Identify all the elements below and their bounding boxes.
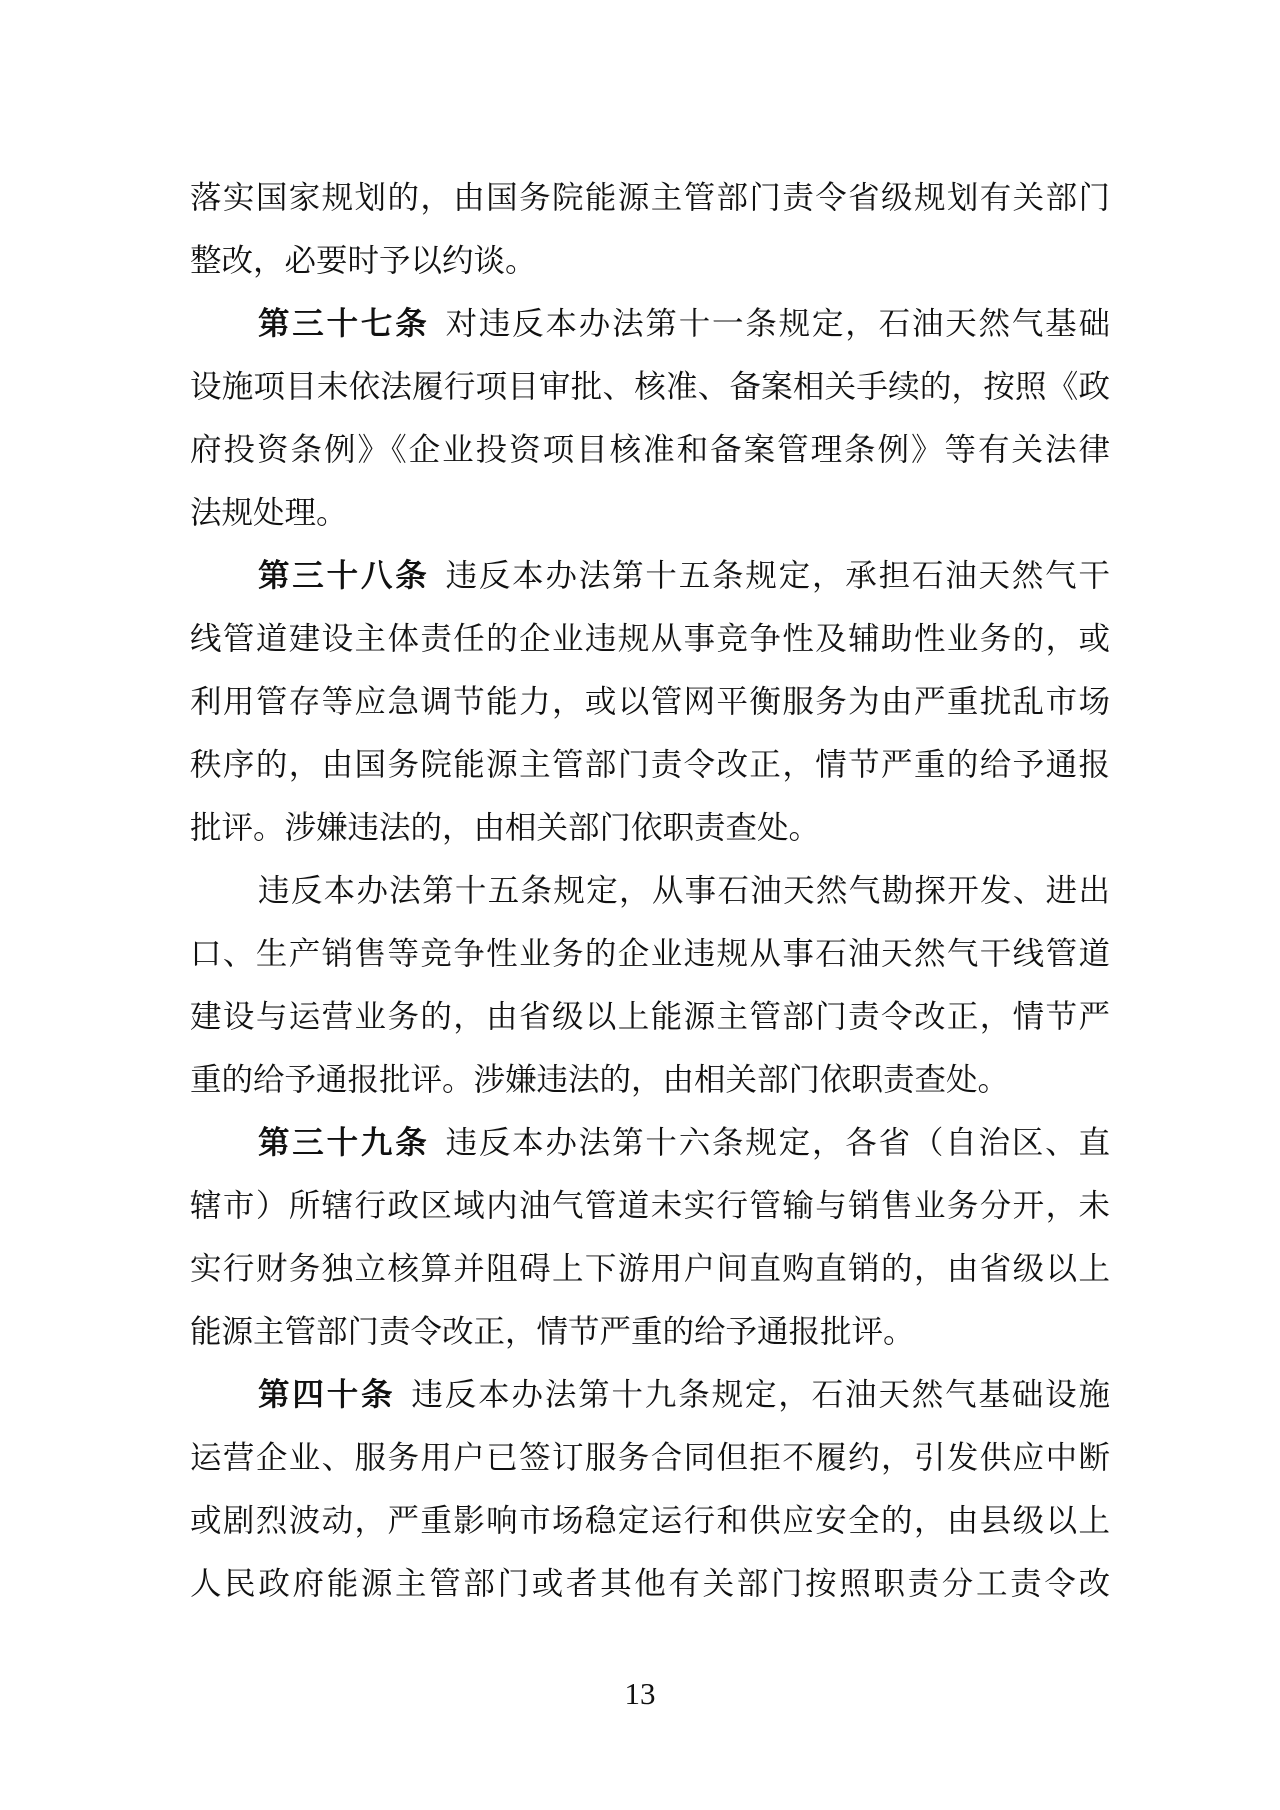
text-line	[190, 733, 1110, 796]
line-text: 落实国家规划的，由国务院能源主管部门责令省级规划有关部门	[190, 180, 1110, 215]
line-text: 能源主管部门责令改正，情节严重的给予通报批评。	[190, 1314, 915, 1349]
line-text: 秩序的，由国务院能源主管部门责令改正，情节严重的给予通报	[190, 747, 1110, 782]
line-text: 重的给予通报批评。涉嫌违法的，由相关部门依职责查处。	[190, 1062, 1010, 1097]
text-line	[190, 1048, 1110, 1111]
line-text: 口、生产销售等竞争性业务的企业违规从事石油天然气干线管道	[190, 936, 1110, 971]
text-line	[190, 481, 1110, 544]
line-text: 违反本办法第十九条规定，石油天然气基础设施	[411, 1377, 1110, 1412]
line-text: 设施项目未依法履行项目审批、核准、备案相关手续的，按照《政	[190, 369, 1110, 404]
line-text: 违反本办法第十五条规定，从事石油天然气勘探开发、进出	[258, 873, 1110, 908]
text-line	[190, 859, 1110, 922]
text-line	[190, 1489, 1110, 1552]
text-line	[190, 544, 1110, 607]
text-line	[190, 796, 1110, 859]
text-line	[190, 670, 1110, 733]
text-line	[190, 229, 1110, 292]
text-line	[190, 922, 1110, 985]
article-number: 第三十八条	[258, 558, 430, 593]
line-text: 整改，必要时予以约谈。	[190, 243, 537, 278]
line-text: 对违反本办法第十一条规定，石油天然气基础	[445, 306, 1110, 341]
line-text: 或剧烈波动，严重影响市场稳定运行和供应安全的，由县级以上	[190, 1503, 1110, 1538]
line-text: 法规处理。	[190, 495, 348, 530]
line-text: 批评。涉嫌违法的，由相关部门依职责查处。	[190, 810, 821, 845]
document-body	[190, 166, 1110, 1615]
text-line	[190, 1363, 1110, 1426]
text-line	[190, 355, 1110, 418]
text-line	[190, 985, 1110, 1048]
text-line	[190, 166, 1110, 229]
line-text: 府投资条例》《企业投资项目核准和备案管理条例》等有关法律	[190, 432, 1110, 467]
text-line	[190, 1300, 1110, 1363]
page-number: 13	[624, 1676, 656, 1711]
article-number: 第四十条	[258, 1377, 396, 1412]
article-number: 第三十七条	[258, 306, 430, 341]
text-line	[190, 292, 1110, 355]
text-line	[190, 418, 1110, 481]
line-text: 违反本办法第十五条规定，承担石油天然气干	[445, 558, 1110, 593]
line-text: 违反本办法第十六条规定，各省（自治区、直	[445, 1125, 1110, 1160]
line-text: 利用管存等应急调节能力，或以管网平衡服务为由严重扰乱市场	[190, 684, 1110, 719]
text-line	[190, 1237, 1110, 1300]
line-text: 运营企业、服务用户已签订服务合同但拒不履约，引发供应中断	[190, 1440, 1110, 1475]
line-text: 建设与运营业务的，由省级以上能源主管部门责令改正，情节严	[190, 999, 1110, 1034]
line-text: 辖市）所辖行政区域内油气管道未实行管输与销售业务分开，未	[190, 1188, 1110, 1223]
text-line	[190, 1111, 1110, 1174]
line-text: 人民政府能源主管部门或者其他有关部门按照职责分工责令改	[190, 1566, 1110, 1601]
text-line	[190, 607, 1110, 670]
text-line	[190, 1174, 1110, 1237]
line-text: 实行财务独立核算并阻碍上下游用户间直购直销的，由省级以上	[190, 1251, 1110, 1286]
text-line	[190, 1552, 1110, 1615]
text-line	[190, 1426, 1110, 1489]
article-number: 第三十九条	[258, 1125, 430, 1160]
line-text: 线管道建设主体责任的企业违规从事竞争性及辅助性业务的，或	[190, 621, 1110, 656]
